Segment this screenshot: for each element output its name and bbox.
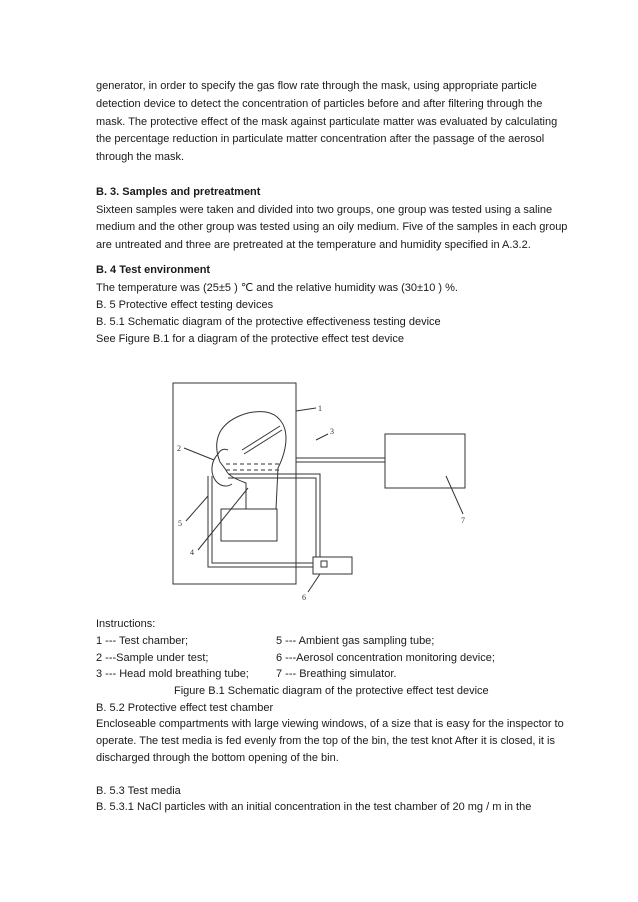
label-5: 5 [178, 519, 182, 528]
monitoring-device-window [321, 561, 327, 567]
leader-2 [184, 448, 214, 460]
sampling-tube [208, 476, 313, 567]
intro-line-3: mask. The protective effect of the mask against particulate matter was evaluated by calculating [96, 116, 558, 128]
b5-heading: B. 5 Protective effect testing devices [96, 299, 274, 311]
b51-see-figure: See Figure B.1 for a diagram of the protective effect test device [96, 333, 404, 345]
instruction-6: 6 ---Aerosol concentration monitoring device; [276, 652, 495, 664]
instruction-7: 7 --- Breathing simulator. [276, 668, 397, 680]
breathing-tube-3a [242, 426, 282, 454]
label-1: 1 [318, 404, 322, 413]
b53-heading: B. 5.3 Test media [96, 785, 181, 797]
mask [212, 449, 232, 486]
b3-line-3: are untreated and three are pretreated at the temperature and humidity specified in A.3.2. [96, 239, 531, 251]
schematic-figure [168, 378, 488, 606]
breathing-simulator [385, 434, 465, 488]
instruction-2: 2 ---Sample under test; [96, 652, 209, 664]
b52-line-2: operate. The test media is fed evenly from the top of the bin, the test knot After it is closed, it is [96, 735, 555, 747]
instruction-1: 1 --- Test chamber; [96, 635, 189, 647]
intro-line-4: the percentage reduction in particulate matter concentration after the passage of the aerosol [96, 133, 545, 145]
monitor-tube [228, 474, 320, 557]
dashed-tube [226, 464, 282, 470]
intro-line-2: detection device to detect the concentration of particles before and after filtering through the [96, 98, 543, 110]
b52-line-3: discharged through the bottom opening of the bin. [96, 752, 339, 764]
b4-line-1: The temperature was (25±5 ) ℃ and the relative humidity was (30±10 ) %. [96, 282, 458, 294]
instruction-3: 3 --- Head mold breathing tube; [96, 668, 249, 680]
label-6: 6 [302, 593, 306, 602]
label-2: 2 [177, 444, 181, 453]
b531-line: B. 5.3.1 NaCl particles with an initial concentration in the test chamber of 20 mg / m in the [96, 801, 532, 813]
breathing-tube-3b [296, 458, 385, 462]
leader-6 [308, 574, 320, 592]
leader-1 [296, 408, 316, 411]
section-b3-heading: B. 3. Samples and pretreatment [96, 186, 261, 198]
monitoring-device [313, 557, 352, 574]
section-b4-heading: B. 4 Test environment [96, 264, 211, 276]
intro-line-1: generator, in order to specify the gas flow rate through the mask, using appropriate particle [96, 80, 537, 92]
head-mold [217, 412, 286, 509]
intro-line-5: through the mask. [96, 151, 185, 163]
label-3: 3 [330, 427, 334, 436]
b52-heading: B. 5.2 Protective effect test chamber [96, 702, 274, 714]
instructions-heading: Instructions: [96, 618, 156, 630]
leader-7 [446, 476, 463, 514]
leader-3 [316, 434, 328, 440]
b3-line-2: medium and the other group was tested using an oily medium. Five of the samples in each group [96, 221, 568, 233]
instruction-5: 5 --- Ambient gas sampling tube; [276, 635, 435, 647]
figure-caption: Figure B.1 Schematic diagram of the protective effect test device [174, 685, 489, 697]
b51-heading: B. 5.1 Schematic diagram of the protective effectiveness testing device [96, 316, 441, 328]
head-mold-base [221, 509, 277, 541]
label-4: 4 [190, 548, 194, 557]
leader-5 [186, 496, 208, 521]
label-7: 7 [461, 516, 465, 525]
b3-line-1: Sixteen samples were taken and divided into two groups, one group was tested using a saline [96, 204, 553, 216]
b52-line-1: Encloseable compartments with large viewing windows, of a size that is easy for the inspector to [96, 718, 564, 730]
